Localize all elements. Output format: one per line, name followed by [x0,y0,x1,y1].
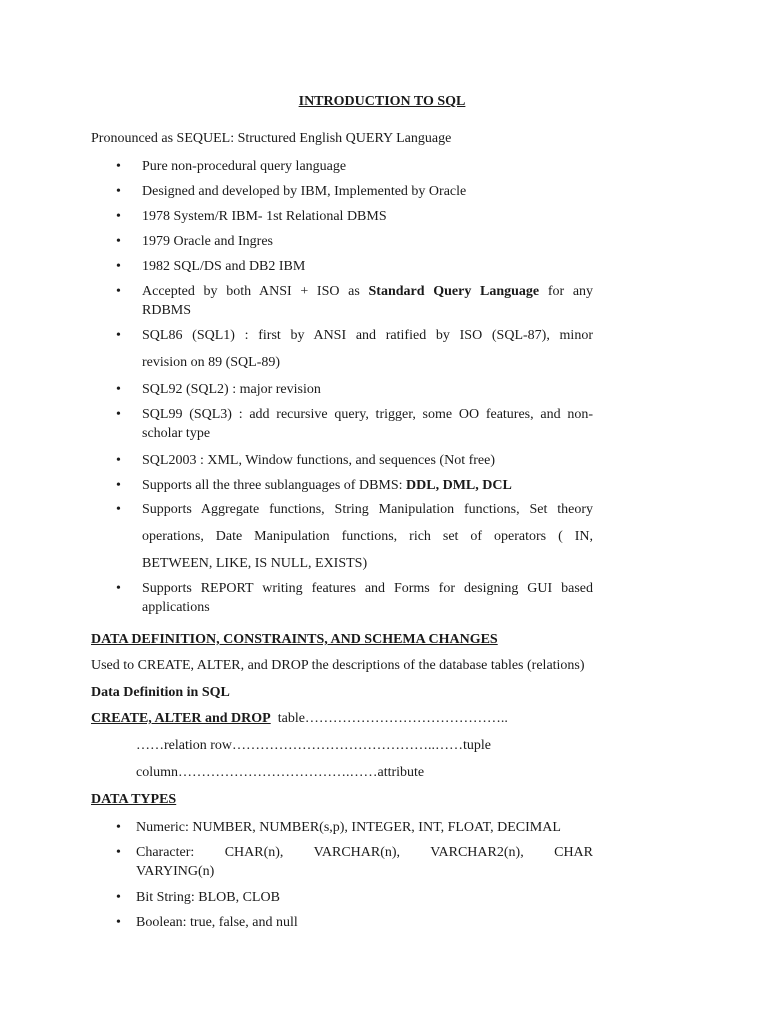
bullet-marker: • [116,209,121,224]
ddl-description: Used to CREATE, ALTER, and DROP the descriptions of the database tables (relations) [91,658,585,673]
list-item [142,405,593,443]
list-item-line: revision on 89 (SQL-89) [142,355,281,370]
ddl-subheading: Data Definition in SQL [91,685,230,700]
list-item-line [142,282,593,301]
bullet-marker: • [116,382,121,397]
section-heading-types: DATA TYPES [91,792,177,807]
list-item: Pure non-procedural query language [142,159,347,174]
bullet-marker: • [116,820,121,835]
list-item [142,322,593,376]
mapping-line-row: ……relation row……………………………………..……tuple [136,738,492,753]
mapping-text: table…………………………………….. [277,711,508,726]
list-item-line: Character: CHAR(n), VARCHAR(n), VARCHAR2(n), CHAR [136,845,593,860]
bullet-marker: • [116,502,121,517]
list-item: 1982 SQL/DS and DB2 IBM [142,259,306,274]
list-item-line: Supports Aggregate functions, String Manipulation functions, Set theory [142,502,593,517]
section-heading-ddl: DATA DEFINITION, CONSTRAINTS, AND SCHEMA CHANGES [91,632,498,647]
bullet-marker: • [116,234,121,249]
list-item [142,282,593,320]
list-item-line: BETWEEN, LIKE, IS NULL, EXISTS) [142,556,368,571]
list-item-bold: DDL, DML, DCL [406,478,512,493]
bullet-marker: • [116,284,121,299]
mapping-heading: CREATE, ALTER and DROP [91,711,271,726]
mapping-line-table [91,711,508,727]
list-item: Numeric: NUMBER, NUMBER(s,p), INTEGER, INT, FLOAT, DECIMAL [136,820,561,835]
bullet-marker: • [116,259,121,274]
mapping-line-column: column……………………………….……attribute [136,765,425,780]
bullet-marker: • [116,581,121,596]
list-item-text: Accepted by both ANSI + ISO as [142,284,360,299]
list-item [136,843,593,881]
page-title: INTRODUCTION TO SQL [298,94,466,109]
list-item: 1979 Oracle and Ingres [142,234,274,249]
list-item-line: operations, Date Manipulation functions, rich set of operators ( IN, [142,529,593,544]
list-item [142,579,593,617]
list-item-text: for any [547,284,594,299]
bullet-marker: • [116,453,121,468]
bullet-marker: • [116,890,121,905]
list-item-line: RDBMS [142,303,192,318]
bullet-marker: • [116,845,121,860]
list-item-text: Supports all the three sublanguages of DBMS: [142,478,403,493]
list-item: Boolean: true, false, and null [136,915,298,930]
intro-line: Pronounced as SEQUEL: Structured English QUERY Language [91,131,452,146]
list-item: Bit String: BLOB, CLOB [136,890,280,905]
list-item-line: applications [142,600,210,615]
list-item [142,476,593,495]
bullet-marker: • [116,184,121,199]
list-item: 1978 System/R IBM- 1st Relational DBMS [142,209,387,224]
list-item-line: Supports REPORT writing features and Forms for designing GUI based [142,581,593,596]
list-item: Designed and developed by IBM, Implemented by Oracle [142,184,467,199]
list-item-line: VARYING(n) [136,864,215,879]
list-item: SQL2003 : XML, Window functions, and sequences (Not free) [142,453,495,468]
list-item: SQL92 (SQL2) : major revision [142,382,321,397]
bullet-marker: • [116,407,121,422]
list-item [142,496,593,577]
list-item-bold: Standard Query Language [368,284,540,299]
bullet-marker: • [116,328,121,343]
bullet-marker: • [116,159,121,174]
list-item-line: SQL86 (SQL1) : first by ANSI and ratified by ISO (SQL-87), minor [142,328,593,343]
list-item-line: scholar type [142,426,211,441]
list-item-line: SQL99 (SQL3) : add recursive query, trigger, some OO features, and non- [142,407,593,422]
bullet-marker: • [116,478,121,493]
bullet-marker: • [116,915,121,930]
